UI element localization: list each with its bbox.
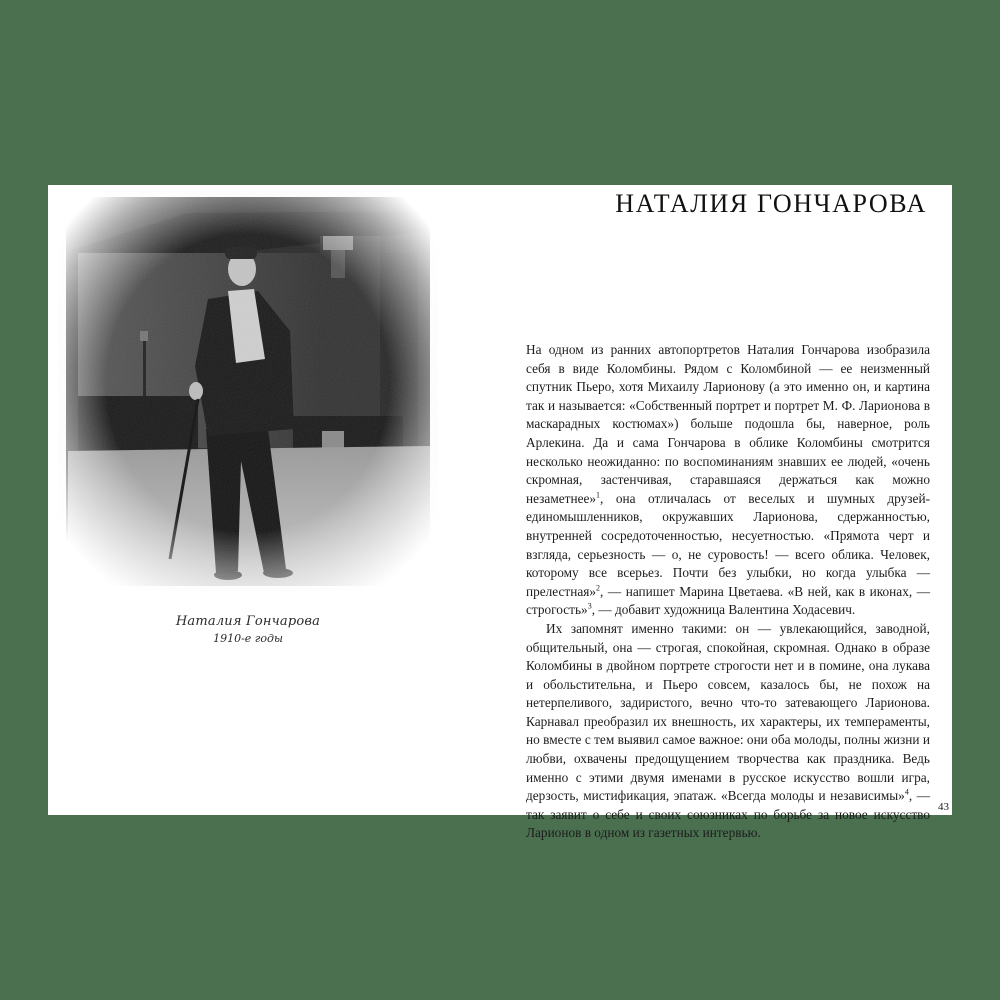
- footnote-ref-4[interactable]: 4: [904, 787, 909, 797]
- caption-name: Наталия Гончарова: [175, 614, 321, 629]
- caption-date: 1910-е годы: [213, 632, 283, 645]
- paragraph-1: [526, 341, 930, 620]
- portrait-photo: [58, 191, 438, 591]
- footnote-ref-1[interactable]: 1: [596, 490, 601, 500]
- text-segment: , она отличалась от веселых и шумных друзей-единомышленников, окружавших Ларионова, сдержанностью, внутренней сосредоточенностью, несуетностью. «Прямота черт и взгляда, серьезность — о, не суровость! — всего облика. Человек, которому все всерьез. Почти без улыбки, но когда улыбка — прелестная»: [526, 490, 930, 599]
- footnote-ref-2[interactable]: 2: [596, 583, 601, 593]
- text-segment: , — добавит художница Валентина Ходасевич.: [591, 602, 856, 618]
- paragraph-2: [526, 620, 930, 843]
- text-segment: , — так заявит о себе и своих союзниках по борьбе за новое искусство Ларионов в одном из газетных интервью.: [526, 788, 930, 841]
- page-number: 43: [938, 801, 949, 813]
- photo-image: [58, 191, 438, 591]
- text-segment: , — напишет Марина Цветаева. «В ней, как в иконах, — строгость»: [526, 583, 930, 618]
- footnote-ref-3[interactable]: 3: [587, 601, 592, 611]
- book-spread: [48, 185, 952, 841]
- text-segment: Их запомнят именно такими: он — увлекающийся, заводной, общительный, она — строгая, спокойная, скромная. Однако в образе Коломбины в двойном портрете строгости нет и в помине, она лукава и обольстительна, и Пьеро совсем, казалось бы, не похож на нетерпеливого, задиристого, вечно что-то затевающего Ларионова. Карнавал преобразил их внешность, их характеры, их темпераменты, но вместе с тем выявил самое важное: они оба молоды, полны жизни и любви, охвачены предощущением творчества как праздника. Ведь именно с этими двумя именами в русское искусство вошли игра, дерзость, мистификация, эпатаж. «Всегда молоды и независимы»: [526, 620, 930, 804]
- photo-caption: [108, 613, 388, 647]
- text-segment: На одном из ранних автопортретов Наталия Гончарова изобразила себя в виде Коломбины. Рядом с Коломбиной — ее неизменный спутник Пьеро, хотя Михаилу Ларионову (а это именно он, и картина так и называется: «Собственный портрет и портрет М. Ф. Ларионова в маскарадных костюмах») больше подошла бы, наверное, роль Арлекина. Да и сама Гончарова в облике Коломбины смотрится несколько неожиданно: по воспоминаниям знавших ее людей, «очень скромная, застенчивая, старавшаяся держаться как можно незаметнее»: [526, 342, 930, 506]
- body-text: [526, 341, 930, 843]
- page-title: НАТАЛИЯ ГОНЧАРОВА: [615, 189, 927, 218]
